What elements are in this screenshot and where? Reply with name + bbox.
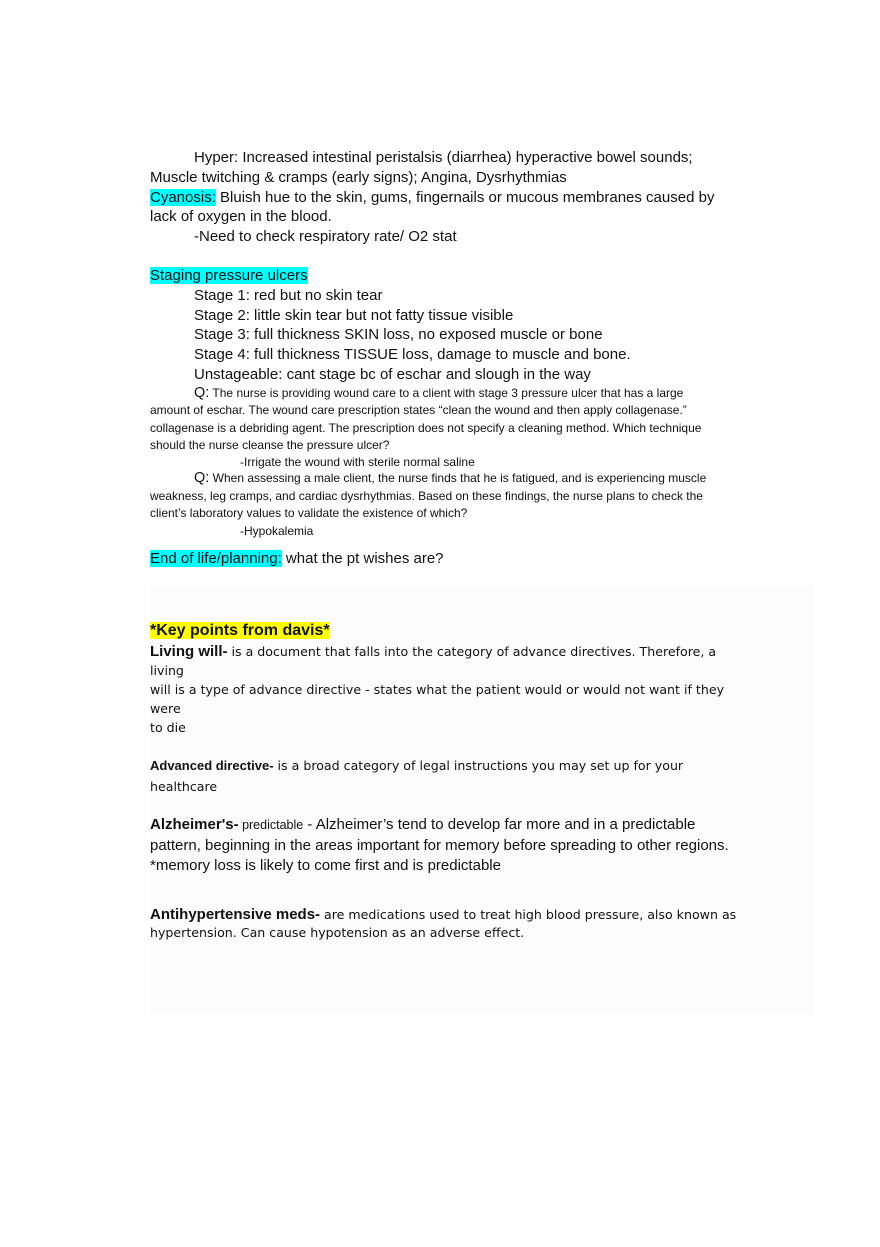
question-2-text-1: When assessing a male client, the nurse finds that he is fatigued, and is experiencing muscle [209, 471, 707, 486]
alzheimers-line-1 [150, 815, 740, 836]
antihypertensive-line-1 [150, 906, 740, 925]
question-2-line-3: client’s laboratory values to validate the existence of which? [150, 506, 468, 521]
end-of-life-line [150, 549, 740, 569]
hyper-line-2: Muscle twitching & cramps (early signs); Angina, Dysrhythmias [150, 168, 567, 186]
antihypertensive-def-1: are medications used to treat high blood pressure, also known as [320, 906, 737, 922]
living-will-def-3: to die [150, 720, 186, 736]
cyanosis-term: Cyanosis: [150, 188, 216, 206]
antihypertensive-line-2 [150, 924, 740, 943]
question-1-line-4: should the nurse cleanse the pressure ulcer? [150, 437, 390, 452]
question-1-answer: -Irrigate the wound with sterile normal saline [240, 455, 475, 470]
advanced-directive-def-2: healthcare [150, 779, 218, 795]
stage-unstageable: Unstageable: cant stage bc of eschar and slough in the way [194, 365, 591, 383]
cyanosis-note: -Need to check respiratory rate/ O2 stat [194, 228, 457, 246]
living-will-line-1 [150, 642, 740, 680]
advanced-directive-term: Advanced directive- [150, 758, 274, 774]
key-points-title-line [150, 620, 740, 642]
question-2-lead: Q: [194, 470, 210, 487]
end-of-life-text: what the pt wishes are? [281, 549, 444, 567]
question-2-answer: -Hypokalemia [240, 523, 314, 538]
living-will-line-3 [150, 718, 740, 737]
stage-3: Stage 3: full thickness SKIN loss, no exposed muscle or bone [194, 326, 603, 344]
cyanosis-def-2: lack of oxygen in the blood. [150, 208, 332, 226]
alzheimers-line-2: pattern, beginning in the areas important for memory before spreading to other regions. [150, 837, 729, 855]
notes-content [150, 148, 740, 943]
question-1-line-2: amount of eschar. The wound care prescription states “clean the wound and then apply collagenase.” [150, 403, 687, 418]
advanced-directive-line-1 [150, 755, 740, 776]
alzheimers-predictable: predictable [238, 818, 304, 833]
staging-heading-line [150, 266, 740, 286]
stage-1: Stage 1: red but no skin tear [194, 286, 383, 304]
question-2-line-1 [150, 470, 740, 487]
question-1-line-3: collagenase is a debriding agent. The prescription does not specify a cleaning method. Which technique [150, 420, 702, 435]
question-1-text-1: The nurse is providing wound care to a client with stage 3 pressure ulcer that has a large [209, 385, 684, 400]
living-will-def-1: is a document that falls into the category of advance directives. Therefore, a living [150, 644, 717, 679]
living-will-term: Living will- [150, 643, 228, 661]
key-points-title: *Key points from davis* [150, 622, 330, 640]
hyper-line-1: Hyper: Increased intestinal peristalsis (diarrhea) hyperactive bowel sounds; [194, 149, 693, 166]
question-1-line-1 [150, 385, 740, 402]
question-2-line-2: weakness, leg cramps, and cardiac dysrhythmias. Based on these findings, the nurse plans to check the [150, 488, 703, 503]
antihypertensive-term: Antihypertensive meds- [150, 905, 321, 923]
question-1-lead: Q: [194, 384, 210, 401]
living-will-line-2 [150, 680, 740, 718]
alzheimers-term: Alzheimer's- [150, 816, 239, 834]
advanced-directive-line-2 [150, 776, 740, 797]
advanced-directive-def-1: is a broad category of legal instructions you may set up for your [273, 758, 684, 774]
antihypertensive-def-2: hypertension. Can cause hypotension as an adverse effect. [150, 925, 525, 941]
living-will-def-2: will is a type of advance directive - states what the patient would or would not want if they were [150, 682, 725, 717]
stage-2: Stage 2: little skin tear but not fatty tissue visible [194, 306, 514, 324]
stage-4: Stage 4: full thickness TISSUE loss, damage to muscle and bone. [194, 346, 631, 364]
alzheimers-def-1: - Alzheimer’s tend to develop far more and in a predictable [303, 816, 696, 834]
alzheimers-line-3: *memory loss is likely to come first and is predictable [150, 857, 501, 874]
cyanosis-def-1: Bluish hue to the skin, gums, fingernails or mucous membranes caused by [215, 188, 715, 206]
cyanosis-line-1 [150, 188, 740, 208]
staging-heading: Staging pressure ulcers [150, 266, 308, 284]
end-of-life-term: End of life/planning: [150, 549, 282, 567]
